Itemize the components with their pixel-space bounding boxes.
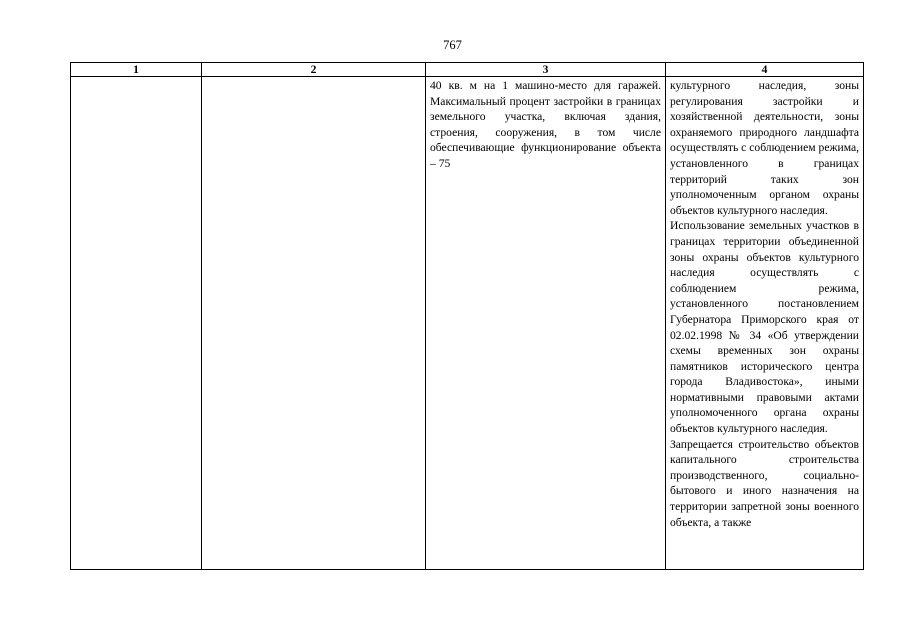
col3-paragraph: 40 кв. м на 1 машино-место для гаражей. Максимальный процент застройки в границах земельного участка, включая здания, строения, сооружения, в том числе обеспечивающие функционирование объекта – 75 (430, 79, 661, 170)
column-header-2: 2 (202, 63, 426, 77)
cell-col-4 (666, 77, 864, 570)
column-header-1: 1 (71, 63, 202, 77)
page-number: 767 (443, 38, 462, 52)
table-header-row (71, 63, 864, 77)
regulations-table (70, 62, 864, 570)
cell-col-2 (202, 77, 426, 570)
table-row (71, 77, 864, 570)
column-header-4: 4 (666, 63, 864, 77)
cell-col-1 (71, 77, 202, 570)
col4-paragraph-2: Использование земельных участков в границах территории объединенной зоны охраны объектов культурного наследия осуществлять с соблюдением режима, установленного постановлением Губернатора Приморского края от 02.02.1998 № 34 «Об утверждении схемы временных зон охраны памятников исторического центра города Владивостока», иными нормативными правовыми актами уполномоченного органа охраны объектов культурного наследия. (670, 219, 859, 436)
col4-paragraph-3: Запрещается строительство объектов капитального строительства производственного, социально-бытового и иного назначения на территории запретной зоны военного объекта, а также (670, 437, 859, 529)
cell-col-3 (426, 77, 666, 570)
col4-paragraph-1: культурного наследия, зоны регулирования застройки и хозяйственной деятельности, зоны охраняемого природного ландшафта осуществлять с соблюдением режима, установленного в границах территорий таких зон уполномоченным органом охраны объектов культурного наследия. (670, 79, 859, 217)
column-header-3: 3 (426, 63, 666, 77)
